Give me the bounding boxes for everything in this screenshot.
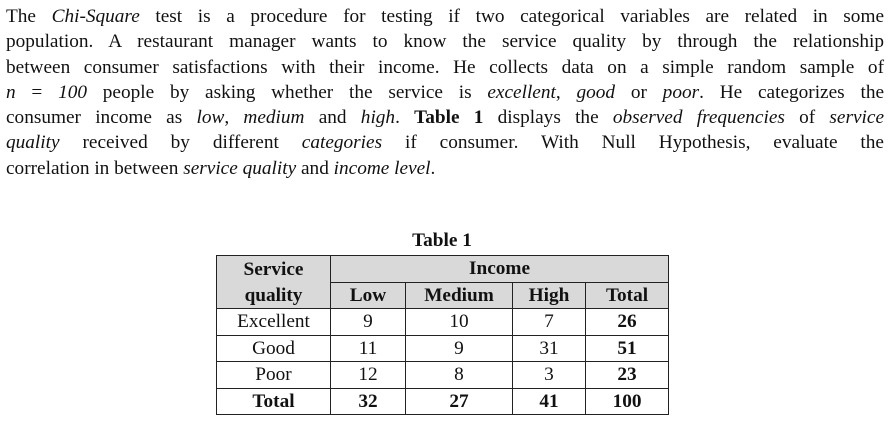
total-high: 41 [513,388,586,415]
table-row [217,362,669,389]
frequency-table [216,255,669,415]
grand-total: 100 [586,388,669,415]
cell-total: 26 [586,309,669,336]
cell-medium: 8 [406,362,513,389]
table-row [217,335,669,362]
table-caption: Table 1 [412,230,472,251]
header-service: Service [217,256,331,283]
paragraph-line-5: consumer income as low, medium and high. Table 1 displays the observed frequencies of service [6,107,885,129]
cell-low: 11 [331,335,406,362]
paragraph-line-7: correlation in between service quality and income level. [6,157,436,179]
cell-low: 12 [331,362,406,389]
paragraph-line-2: population. A restaurant manager wants to know the service quality by through the relationship [6,31,884,53]
cell-medium: 10 [406,309,513,336]
paragraph-line-3: between consumer satisfactions with their income. He collects data on a simple random sample of [6,56,884,78]
problem-paragraph [6,4,884,181]
paragraph-line-1: The Chi-Square test is a procedure for testing if two categorical variables are related in some [6,6,884,27]
paragraph-line-4: n = 100 people by asking whether the service is excellent, good or poor. He categorizes the [6,81,885,103]
totals-label: Total [217,388,331,415]
cell-high: 31 [513,335,586,362]
header-quality: quality [217,282,331,309]
table-header-row-2 [217,282,669,309]
header-high: High [513,282,586,309]
cell-medium: 9 [406,335,513,362]
paragraph-line-6: quality received by different categories if consumer. With Null Hypothesis, evaluate the [6,132,884,154]
row-label: Poor [217,362,331,389]
table-row [217,309,669,336]
total-low: 32 [331,388,406,415]
cell-high: 3 [513,362,586,389]
cell-low: 9 [331,309,406,336]
row-label: Good [217,335,331,362]
header-medium: Medium [406,282,513,309]
row-label: Excellent [217,309,331,336]
table-totals-row [217,388,669,415]
header-low: Low [331,282,406,309]
cell-total: 23 [586,362,669,389]
cell-high: 7 [513,309,586,336]
total-medium: 27 [406,388,513,415]
cell-total: 51 [586,335,669,362]
table-header-row-1 [217,256,669,283]
header-total: Total [586,282,669,309]
header-income: Income [331,256,669,283]
